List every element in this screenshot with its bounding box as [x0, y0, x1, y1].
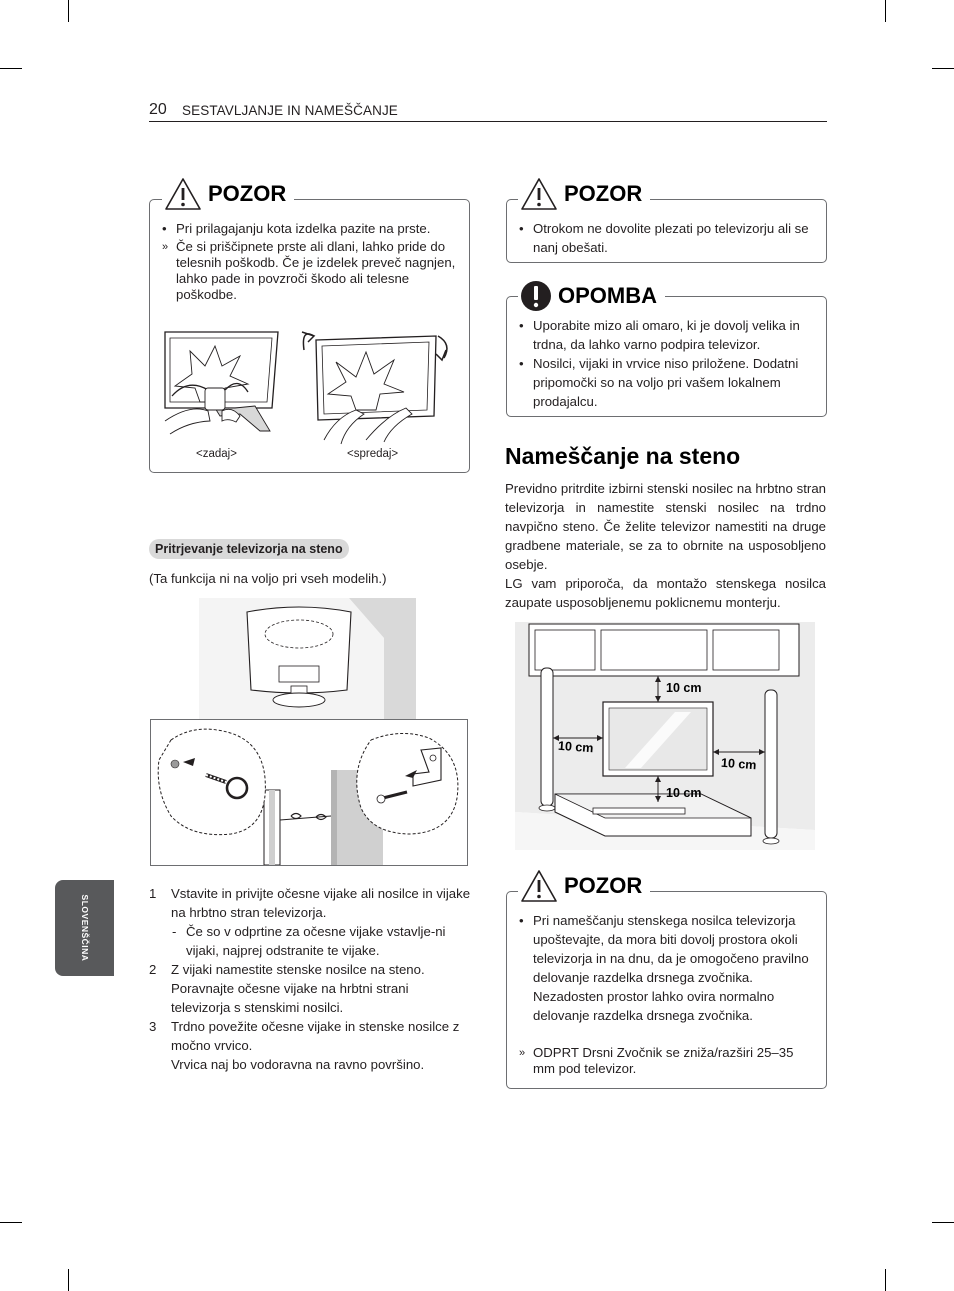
crop-mark	[932, 68, 954, 69]
wall-mount-paragraph-2: LG vam priporoča, da montažo stenskega nosilca zaupate usposobljenemu poklicnemu monterju.	[505, 576, 826, 610]
page-number: 20	[149, 101, 167, 118]
wall-mount-paragraph-1: Previdno pritrdite izbirni stenski nosilec na hrbtno stran televizorja in namestite stenski nosilec na trdno navpično steno. Če želite televizor namestiti na druge gradbene materiale, se za to obrnite na usposobljeno osebje.	[505, 481, 826, 572]
caution-box-speaker-title	[518, 868, 650, 904]
crop-mark	[0, 68, 22, 69]
arrow-marker: »	[519, 1047, 526, 1059]
caution1-bullet	[162, 221, 461, 237]
tv-angle-back-illustration	[160, 326, 285, 436]
caution-title: POZOR	[208, 181, 287, 206]
step-3-extra: Vrvica naj bo vodoravna na ravno površino.	[171, 1057, 425, 1072]
warning-icon	[520, 869, 558, 903]
step-1	[149, 884, 471, 922]
caution-box-children-title	[518, 176, 650, 212]
note-title: OPOMBA	[558, 283, 657, 308]
caution1-subnote	[162, 239, 461, 303]
crop-mark	[68, 0, 69, 22]
caution-box-angle-title	[162, 176, 294, 212]
section-header-title: SESTAVLJANJE IN NAMEŠČANJE	[182, 103, 398, 118]
crop-mark	[885, 1269, 886, 1291]
caution-title: POZOR	[564, 181, 643, 206]
wall-clearance-illustration	[515, 622, 815, 850]
caution2-bullet	[519, 219, 818, 257]
note-box-title	[518, 279, 665, 313]
step-1-sub-text: Če so v odprtine za očesne vijake vstavlje-ni vijaki, najprej odstranite te vijake.	[186, 924, 446, 958]
step-3-text: Trdno povežite očesne vijake in stenske nosilce z močno vrvico.	[171, 1019, 460, 1053]
availability-note: (Ta funkcija ni na voljo pri vseh modelih.)	[149, 571, 387, 586]
caution1-subnote-text: Če si priščipnete prste ali dlani, lahko pride do telesnih poškodb. Če je izdelek preveč nagnjen, lahko pade in povzroči škodo ali telesne poškodbe.	[176, 239, 456, 302]
dash-marker: -	[172, 924, 177, 939]
section-heading: Nameščanje na steno	[505, 443, 741, 469]
caution3-bullet	[519, 911, 818, 1025]
caution3-subnote	[519, 1045, 818, 1077]
caution-title: POZOR	[564, 873, 643, 898]
step-number: 2	[149, 962, 157, 977]
warning-icon	[520, 177, 558, 211]
caution1-bullet-text: Pri prilagajanju kota izdelka pazite na prste.	[176, 221, 431, 236]
warning-icon	[164, 177, 202, 211]
bullet-marker: •	[519, 221, 524, 236]
caption-front: <spredaj>	[347, 448, 399, 460]
crop-mark	[932, 1222, 954, 1223]
step-number: 3	[149, 1019, 157, 1034]
step-2	[149, 960, 461, 1017]
bullet-marker: •	[519, 356, 524, 371]
bullet-marker: •	[519, 318, 524, 333]
clearance-right-label: 10 cm	[720, 755, 757, 773]
bullet-marker: •	[162, 221, 167, 236]
note-bullet-1	[519, 316, 818, 354]
note-bullet-2-text: Nosilci, vijaki in vrvice niso priložene. Dodatni pripomočki so na voljo pri vašem lokalnem prodajalcu.	[533, 356, 799, 409]
crop-mark	[68, 1269, 69, 1291]
note-bullet-1-text: Uporabite mizo ali omaro, ki je dovolj velika in trdna, da lahko varno podpira televizor.	[533, 318, 800, 352]
language-tab-label: SLOVENŠČINA	[79, 894, 90, 962]
crop-mark	[0, 1222, 22, 1223]
arrow-marker: »	[162, 241, 169, 253]
caution3-subnote-text: ODPRT Drsni Zvočnik se zniža/razširi 25–35 mm pod televizor.	[533, 1045, 794, 1076]
crop-mark	[885, 0, 886, 22]
clearance-bottom-label: 10 cm	[666, 786, 702, 800]
step-3	[149, 1017, 473, 1055]
step-2-text: Z vijaki namestite stenske nosilce na steno. Poravnajte očesne vijake na hrbtni strani televizorja s stenskimi nosilci.	[171, 962, 425, 1015]
exclamation-icon	[520, 280, 552, 312]
tv-angle-front-illustration	[296, 322, 456, 446]
language-side-tab	[55, 880, 114, 976]
caution2-bullet-text: Otrokom ne dovolite plezati po televizorju ali se nanj obešati.	[533, 221, 809, 255]
header-rule	[149, 121, 827, 122]
step-1-text: Vstavite in privijte očesne vijake ali nosilce in vijake na hrbtno stran televizorja.	[171, 886, 471, 920]
note-bullet-2	[519, 354, 818, 411]
clearance-left-label: 10 cm	[557, 738, 594, 756]
caution3-bullet-text: Pri nameščanju stenskega nosilca televizorja upoštevajte, da mora biti dovolj prostora okoli televizorja in na dnu, da je omogočeno pravilno delovanje razdelka drsnega zvočnika. Nezadosten prostor lahko ovira normalno delovanje razdelka drsnega zvočnika.	[533, 913, 809, 1023]
section-label-wall-fixing: Pritrjevanje televizorja na steno	[149, 539, 349, 559]
eye-bolt-bracket-illustration	[151, 720, 467, 865]
tv-back-wall-illustration	[199, 598, 416, 720]
clearance-top-label: 10 cm	[666, 681, 702, 695]
step-number: 1	[149, 886, 157, 901]
caption-back: <zadaj>	[196, 448, 237, 460]
bullet-marker: •	[519, 913, 524, 928]
step-1-sub	[172, 922, 471, 960]
